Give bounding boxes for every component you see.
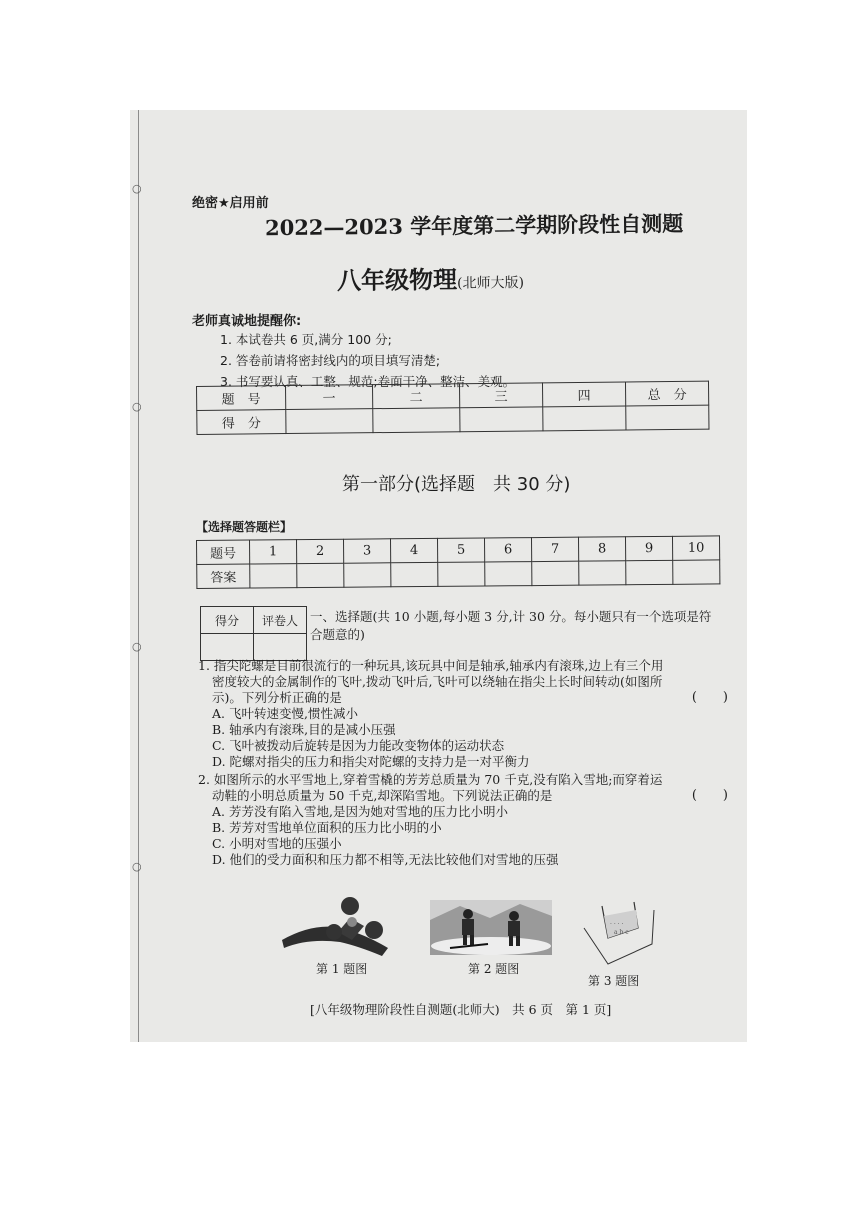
answer-paren[interactable]: ( ) — [691, 788, 728, 803]
question-2 — [198, 772, 728, 868]
binding-mark: ○ — [132, 182, 142, 195]
answer-cell[interactable] — [297, 563, 344, 587]
score-table — [196, 381, 709, 435]
exam-title: 2022—2023 学年度第二学期阶段性自测题 — [264, 210, 684, 241]
answer-number: 3 — [343, 539, 390, 563]
reminder-item: 3. 书写要认真、工整、规范;卷面干净、整洁、美观。 — [220, 374, 516, 389]
answer-cell[interactable] — [485, 562, 532, 586]
fidget-spinner-illustration — [278, 890, 408, 960]
snow-scene-illustration — [430, 900, 552, 955]
answer-cell[interactable] — [250, 564, 297, 588]
reminder-heading: 老师真诚地提醒你: — [192, 314, 302, 329]
subject-name: 八年级物理 — [336, 265, 458, 295]
question-stem-line: 示)。下列分析正确的是 — [212, 690, 342, 705]
score-cell[interactable] — [286, 409, 373, 434]
option: B. 芳芳对雪地单位面积的压力比小明的小 — [212, 820, 442, 835]
question-stem-line: 1. 指尖陀螺是目前很流行的一种玩具,该玩具中间是轴承,轴承内有滚珠,边上有三个用 — [198, 658, 664, 673]
question-1 — [198, 658, 728, 770]
answer-number: 6 — [484, 538, 531, 562]
figure-2-caption: 第 2 题图 — [468, 962, 520, 976]
reminder-item: 2. 答卷前请将密封线内的项目填写清楚; — [220, 353, 441, 368]
figure-2 — [430, 900, 552, 955]
confidential-label: 绝密★启用前 — [192, 196, 269, 211]
figure-1-caption: 第 1 题图 — [316, 962, 368, 976]
svg-text:a b c: a b c — [614, 929, 629, 936]
answer-cell[interactable] — [344, 563, 391, 587]
section-heading: 一、选择题(共 10 小题,每小题 3 分,计 30 分。每小题只有一个选项是符合题意的) — [310, 609, 712, 642]
question-stem-line: 2. 如图所示的水平雪地上,穿着雪橇的芳芳总质量为 70 千克,没有陷入雪地;而穿着运 — [198, 772, 663, 787]
reminder-item: 1. 本试卷共 6 页,满分 100 分; — [220, 332, 392, 347]
page-footer: [八年级物理阶段性自测题(北师大) 共 6 页 第 1 页] — [310, 1002, 612, 1017]
answer-cell[interactable] — [673, 560, 720, 584]
answer-number: 4 — [390, 538, 437, 562]
option: C. 小明对雪地的压强小 — [212, 836, 342, 851]
grader-score-label: 得分 — [201, 607, 254, 634]
binding-line — [138, 110, 139, 1042]
score-cell[interactable] — [543, 406, 626, 431]
figure-3 — [578, 900, 658, 965]
exam-paper-page — [130, 110, 747, 1042]
option: D. 他们的受力面积和压力都不相等,无法比较他们对雪地的压强 — [212, 852, 559, 867]
part-title: 第一部分(选择题 共 30 分) — [342, 474, 571, 495]
score-col: 二 — [372, 384, 459, 409]
answer-number: 8 — [578, 537, 625, 561]
binding-mark: ○ — [132, 860, 142, 873]
answer-cell[interactable] — [438, 562, 485, 586]
answer-cell[interactable] — [391, 562, 438, 586]
score-cell[interactable] — [626, 405, 709, 430]
question-stem-line: 动鞋的小明总质量为 50 千克,却深陷雪地。下列说法正确的是 — [212, 788, 553, 803]
edition-label: (北师大版) — [456, 275, 525, 292]
grader-name-label: 评卷人 — [254, 607, 307, 634]
answer-row-label: 题号 — [197, 540, 250, 564]
answer-number: 5 — [437, 538, 484, 562]
answer-number: 2 — [297, 539, 344, 563]
answer-number: 10 — [672, 536, 719, 560]
option: A. 飞叶转速变慢,惯性减小 — [212, 706, 358, 721]
answer-cell[interactable] — [626, 560, 673, 584]
option: A. 芳芳没有陷入雪地,是因为她对雪地的压力比小明小 — [212, 804, 508, 819]
grader-table — [200, 606, 307, 661]
grader-score-cell[interactable] — [201, 634, 254, 661]
container-diagram — [578, 900, 658, 965]
score-row-label: 题 号 — [197, 386, 286, 411]
answer-cell[interactable] — [579, 561, 626, 585]
answer-table — [196, 535, 720, 589]
answer-number: 1 — [250, 540, 297, 564]
figure-1 — [278, 890, 408, 960]
answer-number: 9 — [625, 536, 672, 560]
answer-number: 7 — [531, 537, 578, 561]
figure-3-caption: 第 3 题图 — [588, 974, 640, 988]
binding-mark: ○ — [132, 400, 142, 413]
answer-cell[interactable] — [532, 561, 579, 585]
option: D. 陀螺对指尖的压力和指尖对陀螺的支持力是一对平衡力 — [212, 754, 530, 769]
score-cell[interactable] — [460, 407, 543, 432]
svg-text:· · · ·: · · · · — [610, 921, 624, 928]
score-col-total: 总 分 — [625, 381, 708, 406]
score-cell[interactable] — [373, 408, 460, 433]
option: B. 轴承内有滚珠,目的是减小压强 — [212, 722, 396, 737]
answer-row-label: 答案 — [197, 564, 250, 588]
grader-name-cell[interactable] — [254, 634, 307, 661]
score-col: 四 — [542, 382, 625, 407]
question-stem-line: 密度较大的金属制作的飞叶,拨动飞叶后,飞叶可以绕轴在指尖上长时间转动(如图所 — [212, 674, 663, 689]
subject-title — [337, 259, 524, 296]
answer-table-caption: 【选择题答题栏】 — [196, 520, 293, 534]
option: C. 飞叶被拨动后旋转是因为力能改变物体的运动状态 — [212, 738, 505, 753]
answer-paren[interactable]: ( ) — [691, 690, 728, 705]
score-col: 一 — [286, 385, 373, 410]
score-row-label: 得 分 — [197, 410, 286, 435]
binding-mark: ○ — [132, 640, 142, 653]
score-col: 三 — [459, 383, 542, 408]
